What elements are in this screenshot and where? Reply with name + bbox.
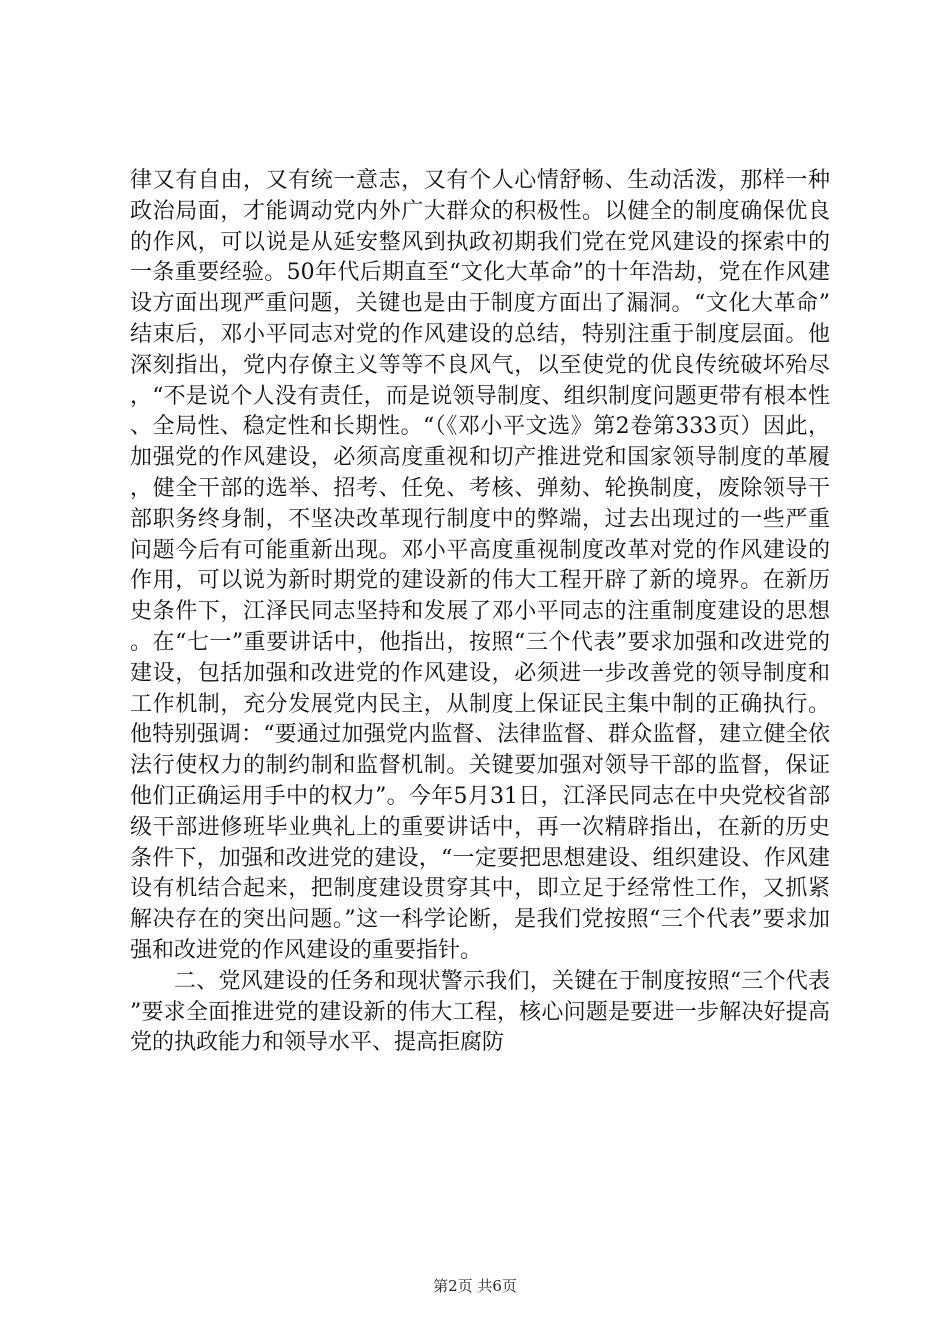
page-footer: 第2页 共6页 [433, 1277, 517, 1295]
paragraph-section-two: 二、党风建设的任务和现状警示我们，关键在于制度按照“三个代表”要求全面推进党的建设新的伟大工程，核心问题是要进一步解决好提高党的执政能力和领导水平、提高拒腐防 [130, 968, 830, 1056]
document-body [130, 166, 830, 1059]
paragraph-continued: 律又有自由，又有统一意志，又有个人心情舒畅、生动活泼，那样一种政治局面，才能调动党内外广大群众的积极性。以健全的制度确保优良的作风，可以说是从延安整风到执政初期我们党在党风建设的探索中的一条重要经验。50年代后期直至“文化大革命”的十年浩劫，党在作风建设方面出现严重问题，关键也是由于制度方面出了漏洞。“文化大革命”结束后，邓小平同志对党的作风建设的总结，特别注重于制度层面。他深刻指出，党内存僚主义等等不良风气，以至使党的优良传统破坏殆尽，“不是说个人没有责任，而是说领导制度、组织制度问题更带有根本性、全局性、稳定性和长期性。“（《邓小平文选》第2卷第333页）因此，加强党的作风建设，必须高度重视和切产推进党和国家领导制度的革履，健全干部的选举、招考、任免、考核、弹劾、轮换制度，废除领导干部职务终身制，不坚决改革现行制度中的弊端，过去出现过的一些严重问题今后有可能重新出现。邓小平高度重视制度改革对党的作风建设的作用，可以说为新时期党的建设新的伟大工程开辟了新的境界。在新历史条件下，江泽民同志坚持和发展了邓小平同志的注重制度建设的思想。在“七一”重要讲话中，他指出，按照“三个代表”要求加强和改进党的建设，包括加强和改进党的作风建设，必须进一步改善党的领导制度和工作机制，充分发展党内民主，从制度上保证民主集中制的正确执行。他特别强调：“要通过加强党内监督、法律监督、群众监督，建立健全依法行使权力的制约制和监督机制。关键要加强对领导干部的监督，保证他们正确运用手中的权力”。今年5月31日，江泽民同志在中央党校省部级干部进修班毕业典礼上的重要讲话中，再一次精辟指出，在新的历史条件下，加强和改进党的建设，“一定要把思想建设、组织建设、作风建设有机结合起来，把制度建设贯穿其中，即立足于经常性工作，又抓紧解决存在的突出问题。”这一科学论断，是我们党按照“三个代表”要求加强和改进党的作风建设的重要指针。 [130, 168, 830, 963]
